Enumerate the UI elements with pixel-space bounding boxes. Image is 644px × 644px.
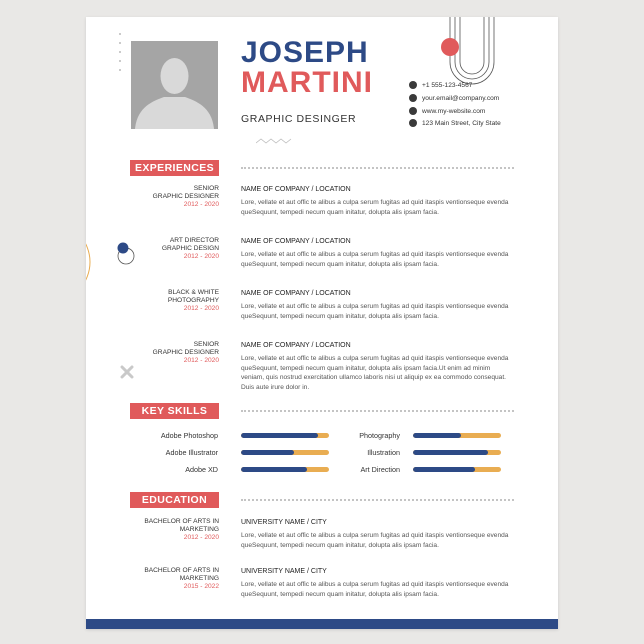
skill-label: Art Direction bbox=[360, 465, 400, 474]
location-icon bbox=[409, 119, 417, 127]
phone-icon bbox=[409, 81, 417, 89]
resume-sheet bbox=[86, 17, 558, 629]
experience-4: NAME OF COMPANY / LOCATION Lore, vellate et aut offic te alibus a culpa serum fugitas ad quid itaspis ventionseque evenda queSequunt, tempedi necum quam initatur, dolupta alis ipsam facia.Ut enim ad minim veniam, quis nostrud exercitation ullamco laboris nisi ut aliquip ex ea commodo consequat. Duis aute irure dolor in. bbox=[241, 342, 509, 391]
first-name: JOSEPH bbox=[241, 36, 369, 69]
section-divider bbox=[241, 167, 514, 169]
contact-email: your.email@company.com bbox=[409, 94, 499, 102]
skill-label: Adobe Photoshop bbox=[160, 431, 218, 440]
avatar-silhouette-icon bbox=[131, 41, 218, 129]
skill-label: Photography bbox=[359, 431, 400, 440]
education-2-meta: BACHELOR OF ARTS IN MARKETING 2015 - 2022 bbox=[144, 567, 219, 590]
cross-decoration-icon bbox=[120, 365, 134, 379]
zigzag-decoration bbox=[256, 137, 294, 145]
skill-label: Adobe Illustrator bbox=[165, 448, 218, 457]
contact-phone: +1 555-123-4567 bbox=[409, 81, 472, 89]
experience-4-meta: SENIOR GRAPHIC DESIGNER 2012 - 2020 bbox=[152, 341, 219, 364]
skill-bar bbox=[241, 467, 329, 472]
experience-3-meta: BLACK & WHITE PHOTOGRAPHY 2012 - 2020 bbox=[167, 289, 219, 312]
section-key-skills: KEY SKILLS bbox=[130, 403, 219, 419]
skill-bar bbox=[241, 433, 329, 438]
experience-2: NAME OF COMPANY / LOCATION Lore, vellate et aut offic te alibus a culpa serum fugitas ad quid itaspis ventionseque evenda queSequunt, tempedi necum quam initatur, dolupta alis ipsam facia. bbox=[241, 238, 509, 268]
education-1: UNIVERSITY NAME / CITY Lore, vellate et aut offic te alibus a culpa serum fugitas ad quid itaspis ventionseque evenda queSequunt, tempedi necum quam initatur, dolupta alis ipsam facia. bbox=[241, 519, 509, 549]
profile-photo bbox=[131, 41, 218, 129]
skill-label: Illustration bbox=[367, 448, 400, 457]
arches-decoration bbox=[434, 17, 504, 89]
experience-3: NAME OF COMPANY / LOCATION Lore, vellate et aut offic te alibus a culpa serum fugitas ad quid itaspis ventionseque evenda queSequunt, tempedi necum quam initatur, dolupta alis ipsam facia. bbox=[241, 290, 509, 320]
skill-bar bbox=[413, 433, 501, 438]
experience-2-meta: ART DIRECTOR GRAPHIC DESIGN 2012 - 2020 bbox=[161, 237, 219, 260]
job-title: GRAPHIC DESINGER bbox=[241, 113, 357, 125]
experience-1: NAME OF COMPANY / LOCATION Lore, vellate et aut offic te alibus a culpa serum fugitas ad quid itaspis ventionseque evenda queSequunt, tempedi necum quam initatur, dolupta alis ipsam facia. bbox=[241, 186, 509, 216]
last-name: MARTINI bbox=[241, 66, 373, 99]
email-icon bbox=[409, 94, 417, 102]
section-divider bbox=[241, 499, 514, 501]
experience-1-meta: SENIOR GRAPHIC DESIGNER 2012 - 2020 bbox=[152, 185, 219, 208]
skill-label: Adobe XD bbox=[185, 465, 218, 474]
skill-bar bbox=[413, 467, 501, 472]
section-education: EDUCATION bbox=[130, 492, 219, 508]
footer-bar bbox=[86, 619, 558, 629]
education-2: UNIVERSITY NAME / CITY Lore, vellate et aut offic te alibus a culpa serum fugitas ad quid itaspis ventionseque evenda queSequunt, tempedi necum quam initatur, dolupta alis ipsam facia. bbox=[241, 568, 509, 598]
web-icon bbox=[409, 107, 417, 115]
section-divider bbox=[241, 410, 514, 412]
education-1-meta: BACHELOR OF ARTS IN MARKETING 2012 - 2020 bbox=[144, 518, 219, 541]
decorative-dots bbox=[116, 31, 126, 81]
contact-website: www.my-website.com bbox=[409, 107, 485, 115]
skill-bar bbox=[413, 450, 501, 455]
contact-address: 123 Main Street, City State bbox=[409, 119, 501, 127]
section-experiences: EXPERIENCES bbox=[130, 160, 219, 176]
skill-bar bbox=[241, 450, 329, 455]
